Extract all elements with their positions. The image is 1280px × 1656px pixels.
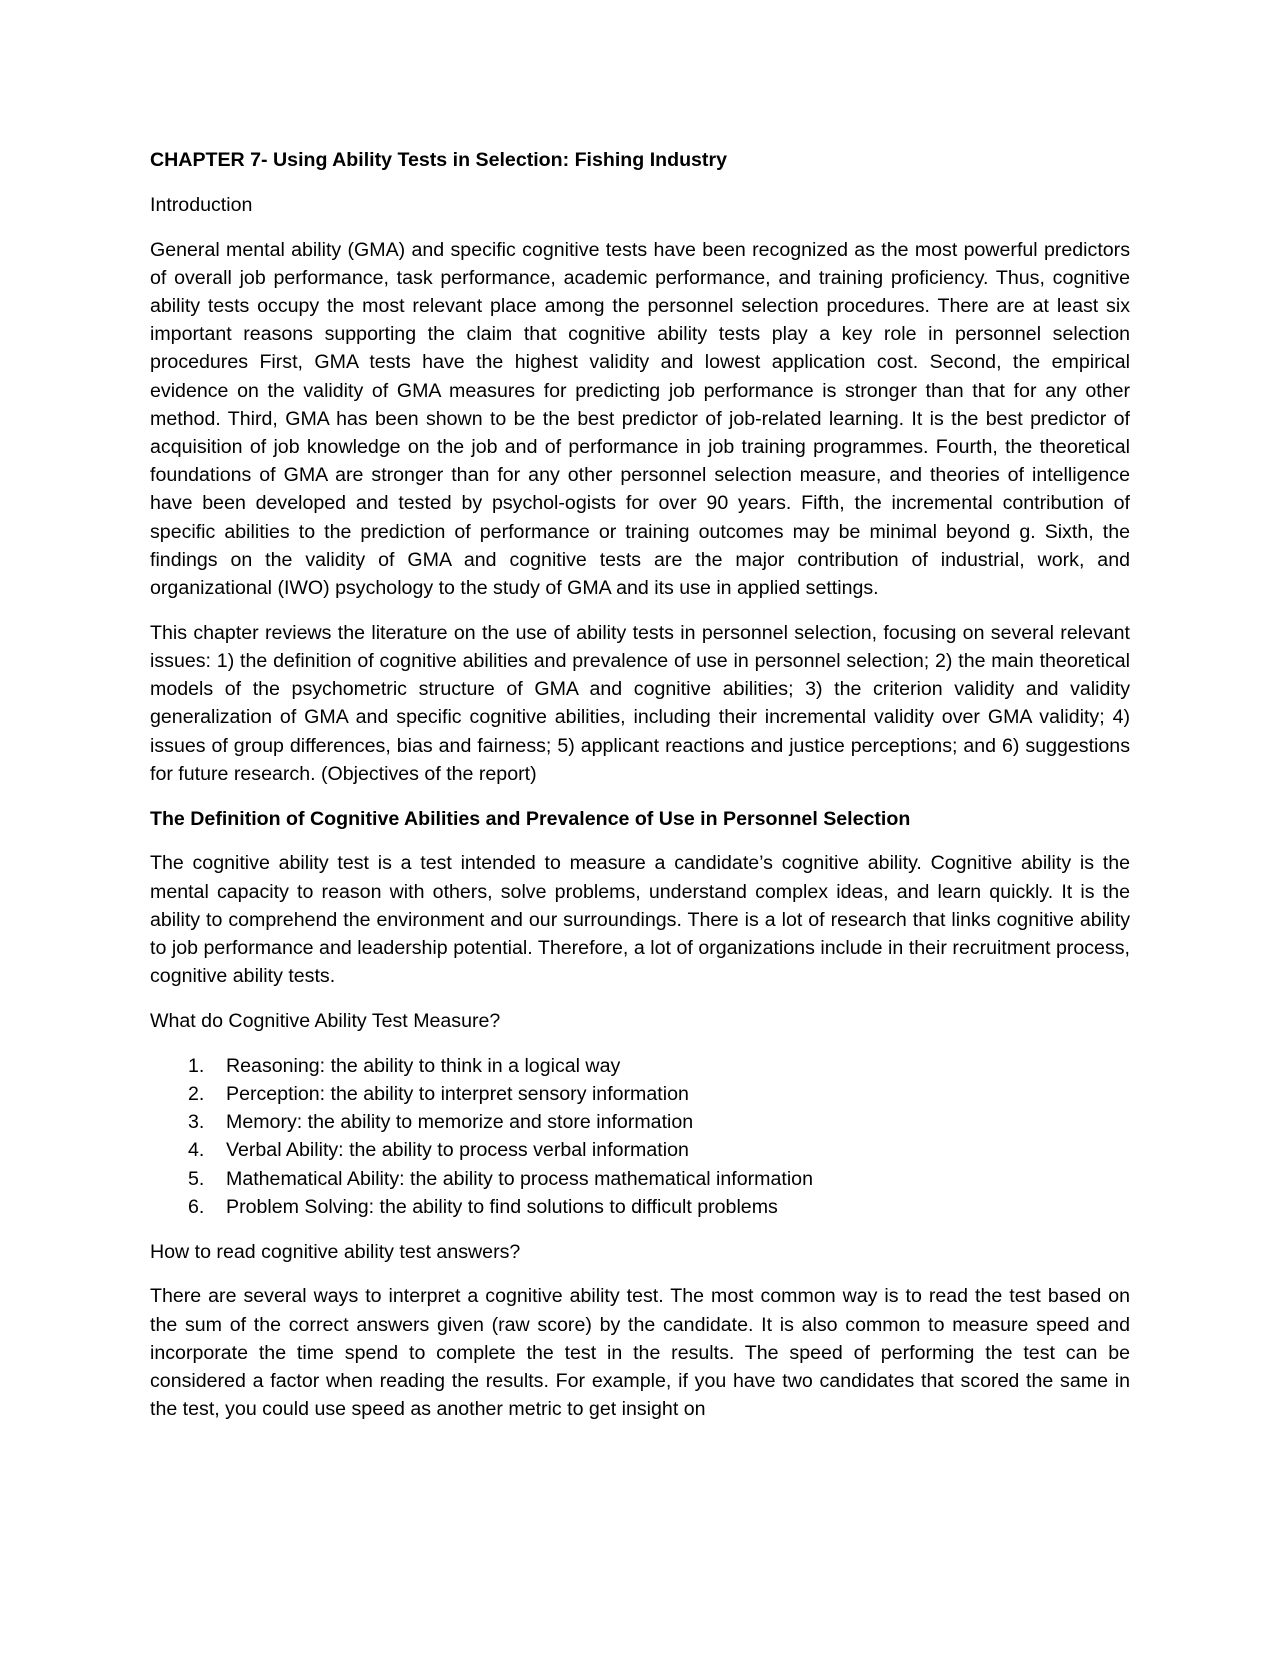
definition-heading: The Definition of Cognitive Abilities and Prevalence of Use in Personnel Selection — [150, 807, 911, 830]
list-item — [150, 1193, 1130, 1221]
intro-paragraph-1: General mental ability (GMA) and specific cognitive tests have been recognized as the most powerful predictors of overall job performance, task performance, academic performance, and training proficiency. Thus, cognitive ability tests occupy the most relevant place among the personnel selection procedures. There are at least six important reasons supporting the claim that cognitive ability tests play a key role in personnel selection procedures First, GMA tests have the highest validity and lowest application cost. Second, the empirical evidence on the validity of GMA measures for predicting job performance is stronger than that for any other method. Third, GMA has been shown to be the best predictor of job-related learning. It is the best predictor of acquisition of job knowledge on the job and of performance in job training programmes. Fourth, the theoretical foundations of GMA are stronger than for any other personnel selection measure, and theories of intelligence have been developed and tested by psychol-ogists for over 90 years. Fifth, the incremental contribution of specific abilities to the prediction of performance or training outcomes may be minimal beyond g. Sixth, the findings on the validity of GMA and cognitive tests are the major contribution of industrial, work, and organizational (IWO) psychology to the study of GMA and its use in applied settings. — [150, 238, 1130, 600]
list-item-number: 5. — [188, 1167, 205, 1190]
abilities-list — [150, 1052, 1130, 1221]
list-item-number: 3. — [188, 1111, 205, 1134]
read-question: How to read cognitive ability test answers? — [150, 1240, 521, 1263]
list-item-text: Perception: the ability to interpret sensory information — [226, 1083, 689, 1106]
list-item — [150, 1136, 1130, 1164]
list-item-text: Memory: the ability to memorize and store information — [226, 1111, 694, 1134]
list-item-text: Reasoning: the ability to think in a logical way — [226, 1054, 621, 1077]
list-item-number: 1. — [188, 1054, 205, 1077]
definition-paragraph: The cognitive ability test is a test intended to measure a candidate’s cognitive ability. Cognitive ability is the mental capacity to reason with others, solve problems, understand complex ideas, and learn quickly. It is the ability to comprehend the environment and our surroundings. There is a lot of research that links cognitive ability to job performance and leadership potential. Therefore, a lot of organizations include in their recruitment process, cognitive ability tests. — [150, 852, 1130, 988]
list-item — [150, 1080, 1130, 1108]
document-page — [150, 146, 1130, 1440]
list-item-number: 4. — [188, 1139, 205, 1162]
list-item — [150, 1108, 1130, 1136]
list-item — [150, 1165, 1130, 1193]
list-item-number: 6. — [188, 1195, 205, 1218]
list-item-text: Mathematical Ability: the ability to process mathematical information — [226, 1167, 813, 1190]
intro-paragraph-2: This chapter reviews the literature on the use of ability tests in personnel selection, focusing on several relevant issues: 1) the definition of cognitive abilities and prevalence of use in personnel selection; 2) the main theoretical models of the psychometric structure of GMA and cognitive abilities; 3) the criterion validity and validity generalization of GMA and specific cognitive abilities, including their incremental validity over GMA validity; 4) issues of group differences, bias and fairness; 5) applicant reactions and justice perceptions; and 6) suggestions for future research. (Objectives of the report) — [150, 621, 1130, 785]
introduction-heading: Introduction — [150, 193, 253, 216]
read-paragraph: There are several ways to interpret a cognitive ability test. The most common way is to read the test based on the sum of the correct answers given (raw score) by the candidate. It is also common to measure speed and incorporate the time spend to complete the test in the results. The speed of performing the test can be considered a factor when reading the results. For example, if you have two candidates that scored the same in the test, you could use speed as another metric to get insight on — [150, 1285, 1130, 1421]
list-item — [150, 1052, 1130, 1080]
list-item-text: Verbal Ability: the ability to process verbal information — [226, 1139, 689, 1162]
list-item-text: Problem Solving: the ability to find solutions to difficult problems — [226, 1195, 778, 1218]
list-item-number: 2. — [188, 1083, 205, 1106]
measure-question: What do Cognitive Ability Test Measure? — [150, 1010, 501, 1033]
chapter-title: CHAPTER 7- Using Ability Tests in Selection: Fishing Industry — [150, 149, 727, 171]
